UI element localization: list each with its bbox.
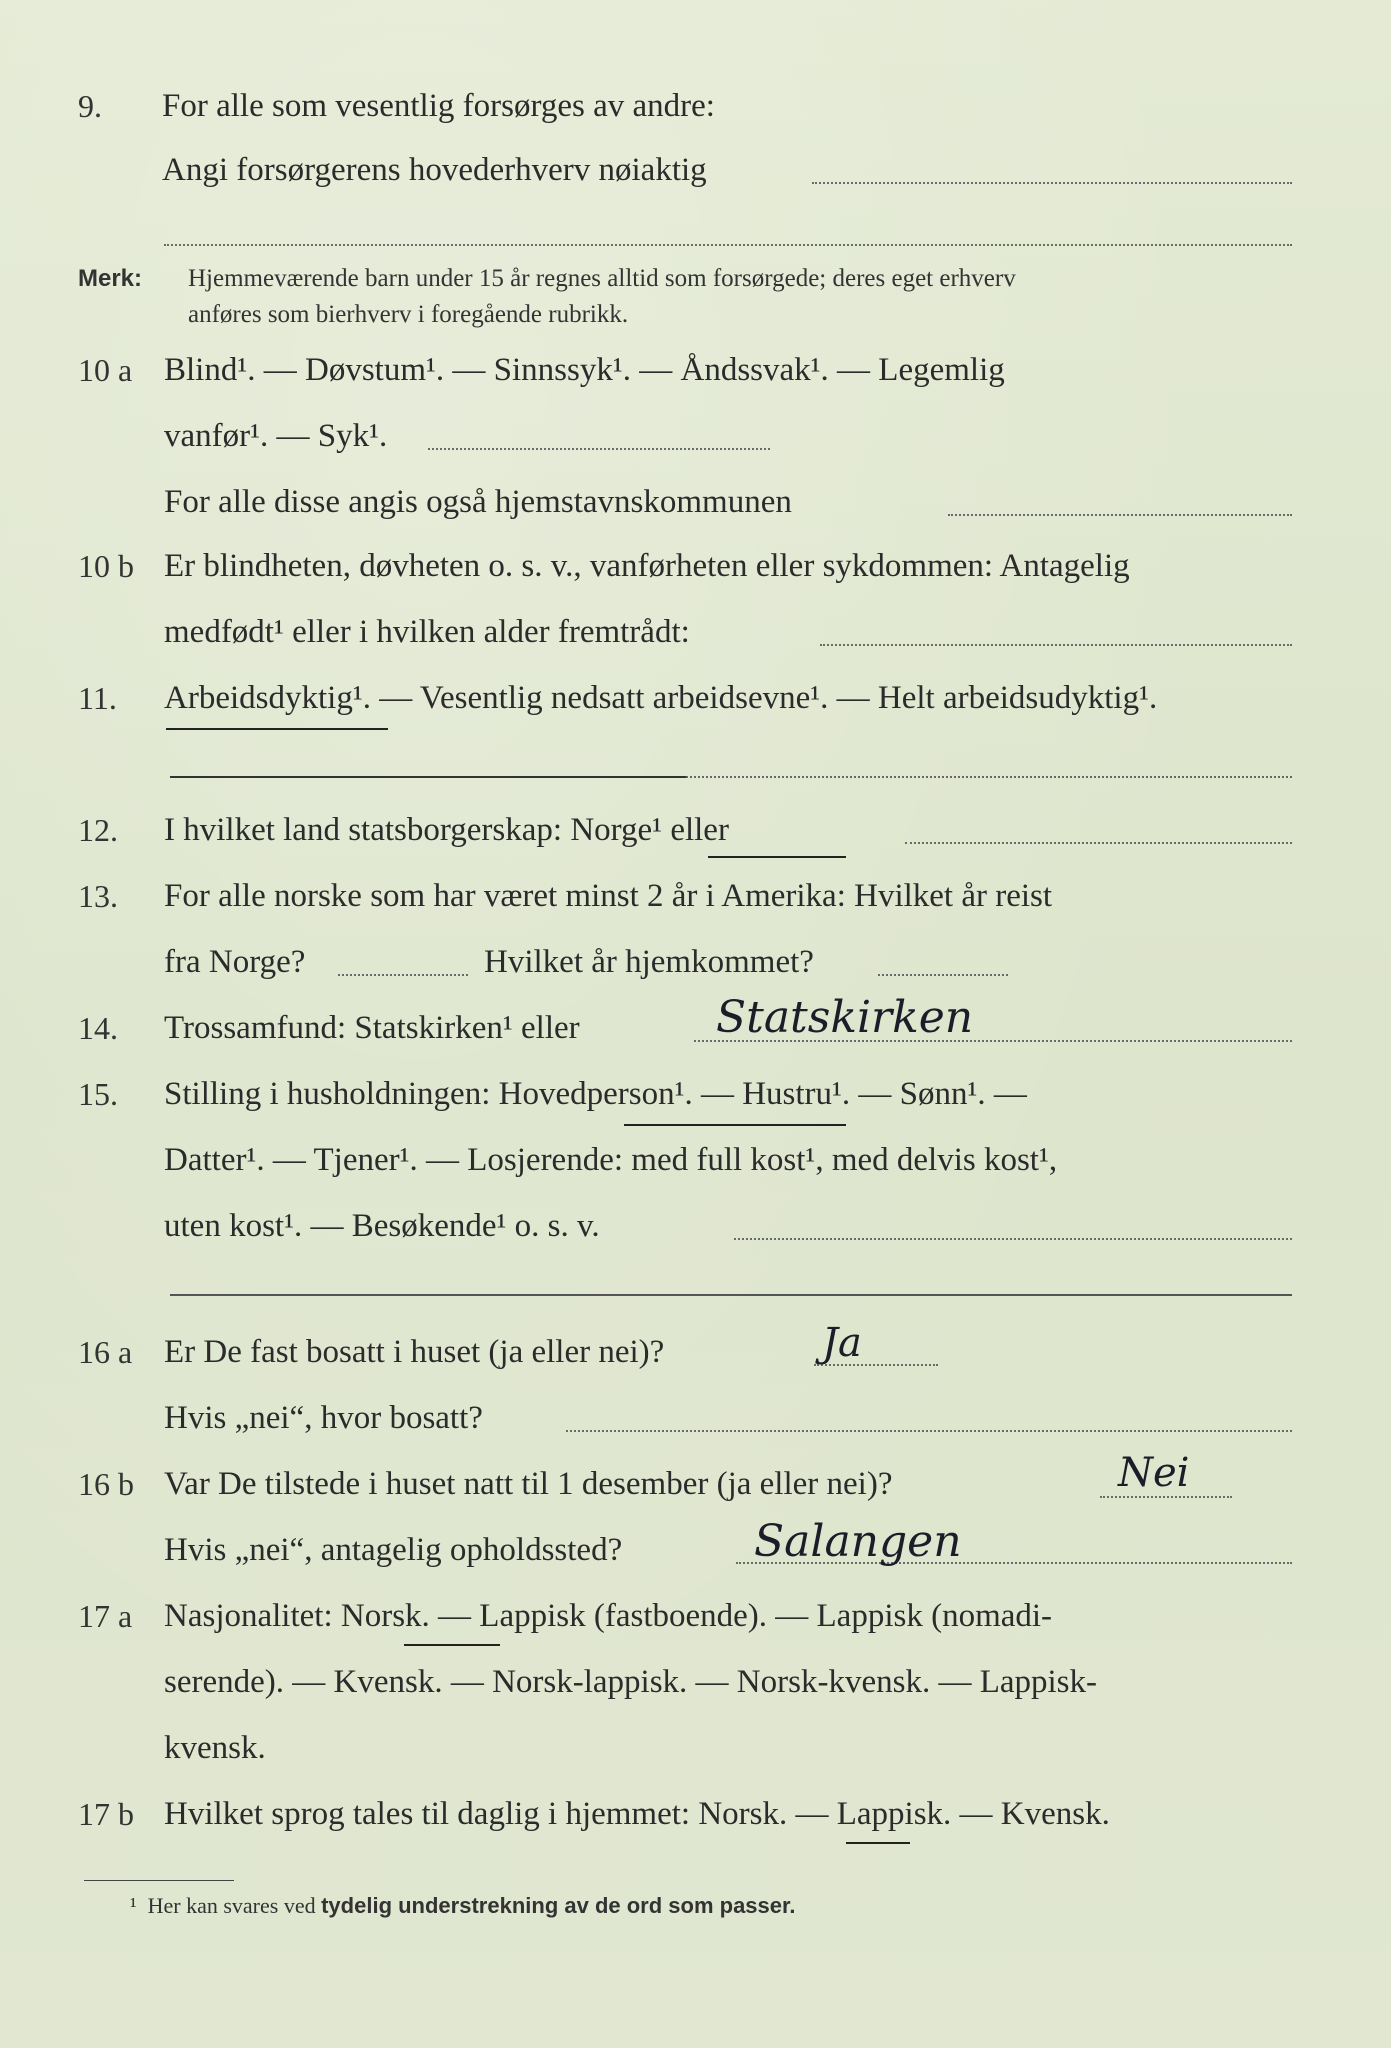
item-text: kvensk. bbox=[164, 1730, 266, 1766]
item-number: 15. bbox=[78, 1076, 118, 1112]
item-17a-line3 bbox=[0, 1730, 1391, 1790]
item-text: medfødt¹ eller i hvilken alder fremtrådt: bbox=[164, 614, 690, 650]
item-text: For alle disse angis også hjemstavnskommunen bbox=[164, 484, 792, 520]
underline-mark bbox=[624, 1124, 846, 1126]
item-10a bbox=[0, 352, 1391, 412]
item-text: Hvis „nei“, hvor bosatt? bbox=[164, 1400, 483, 1436]
underline-mark bbox=[166, 728, 388, 730]
item-9-line2 bbox=[0, 152, 1391, 212]
answer-line[interactable] bbox=[428, 448, 770, 450]
answer-line[interactable] bbox=[566, 1430, 1292, 1432]
answer-line[interactable] bbox=[948, 514, 1292, 516]
item-13 bbox=[0, 878, 1391, 938]
answer-line[interactable] bbox=[338, 974, 468, 976]
item-10a-line3 bbox=[0, 484, 1391, 544]
item-15-line2 bbox=[0, 1142, 1391, 1202]
item-16b bbox=[0, 1450, 1391, 1526]
separator bbox=[686, 776, 1292, 778]
item-text: Er De fast bosatt i huset (ja eller nei)? bbox=[164, 1334, 665, 1370]
underline-mark bbox=[708, 856, 846, 858]
item-number: 10 b bbox=[78, 548, 134, 584]
separator bbox=[170, 1294, 1292, 1296]
item-10b-line2 bbox=[0, 614, 1391, 674]
item-text: uten kost¹. — Besøkende¹ o. s. v. bbox=[164, 1208, 600, 1244]
item-text: serende). — Kvensk. — Norsk-lappisk. — Norsk-kvensk. — Lappisk- bbox=[164, 1664, 1098, 1700]
item-text: For alle norske som har været minst 2 år i Amerika: Hvilket år reist bbox=[164, 878, 1053, 914]
item-number: 10 a bbox=[78, 352, 133, 388]
item-17a bbox=[0, 1598, 1391, 1658]
item-text: Arbeidsdyktig¹. — Vesentlig nedsatt arbeidsevne¹. — Helt arbeidsudyktig¹. bbox=[164, 680, 1158, 716]
item-10a-line2 bbox=[0, 418, 1391, 478]
item-17a-line2 bbox=[0, 1664, 1391, 1724]
item-9 bbox=[0, 88, 1391, 148]
separator bbox=[170, 776, 686, 778]
answer-line[interactable] bbox=[734, 1238, 1292, 1240]
item-number: 9. bbox=[78, 88, 102, 124]
item-text: Er blindheten, døvheten o. s. v., vanførheten eller sykdommen: Antagelig bbox=[164, 548, 1130, 584]
underline-mark bbox=[846, 1842, 910, 1844]
item-10b bbox=[0, 548, 1391, 608]
item-11 bbox=[0, 680, 1391, 740]
note-text: Hjemmeværende barn under 15 år regnes alltid som forsørgede; deres eget erhverv bbox=[188, 265, 1016, 292]
item-number: 11. bbox=[78, 680, 117, 716]
item-16a bbox=[0, 1320, 1391, 1394]
item-text: fra Norge? bbox=[164, 944, 306, 980]
item-text: Nasjonalitet: Norsk. — Lappisk (fastboende). — Lappisk (nomadi- bbox=[164, 1598, 1053, 1634]
item-number: 17 b bbox=[78, 1796, 134, 1832]
item-number: 13. bbox=[78, 878, 118, 914]
item-text: Hvis „nei“, antagelig opholdssted? bbox=[164, 1532, 623, 1568]
item-text: Trossamfund: Statskirken¹ eller bbox=[164, 1010, 580, 1046]
handwritten-answer: Nei bbox=[1118, 1450, 1190, 1496]
item-text: Datter¹. — Tjener¹. — Losjerende: med full kost¹, med delvis kost¹, bbox=[164, 1142, 1058, 1178]
item-text: I hvilket land statsborgerskap: Norge¹ eller bbox=[164, 812, 729, 848]
item-number: 16 a bbox=[78, 1334, 133, 1370]
item-text: For alle som vesentlig forsørges av andre: bbox=[162, 88, 715, 124]
footnote-text: Her kan svares ved bbox=[147, 1893, 316, 1918]
answer-line[interactable] bbox=[812, 182, 1292, 184]
item-text: Blind¹. — Døvstum¹. — Sinnssyk¹. — Åndssvak¹. — Legemlig bbox=[164, 352, 1005, 388]
item-14 bbox=[0, 992, 1391, 1070]
note-label: Merk: bbox=[78, 265, 143, 292]
answer-line[interactable] bbox=[1100, 1496, 1232, 1498]
item-15 bbox=[0, 1076, 1391, 1136]
item-16b-line2 bbox=[0, 1516, 1391, 1592]
item-text: Angi forsørgerens hovederhverv nøiaktig bbox=[162, 152, 707, 188]
item-text: Hvilket år hjemkommet? bbox=[484, 944, 814, 980]
item-17b bbox=[0, 1796, 1391, 1856]
answer-line[interactable] bbox=[820, 644, 1292, 646]
item-text: Stilling i husholdningen: Hovedperson¹. — Hustru¹. — Sønn¹. — bbox=[164, 1076, 1027, 1112]
footnote-bold-text: tydelig understrekning av de ord som passer. bbox=[321, 1893, 796, 1918]
answer-line[interactable] bbox=[878, 974, 1008, 976]
item-text: Var De tilstede i huset natt til 1 desember (ja eller nei)? bbox=[164, 1466, 893, 1502]
item-15-line3 bbox=[0, 1208, 1391, 1268]
item-number: 14. bbox=[78, 1010, 118, 1046]
answer-line[interactable] bbox=[905, 842, 1292, 844]
footnote-mark: ¹ bbox=[130, 1893, 137, 1918]
item-number: 17 a bbox=[78, 1598, 133, 1634]
item-13-line2 bbox=[0, 944, 1391, 1004]
footnote bbox=[130, 1893, 795, 1919]
item-12 bbox=[0, 812, 1391, 872]
note-text: anføres som bierhverv i foregående rubrikk. bbox=[188, 301, 629, 328]
handwritten-answer: Salangen bbox=[754, 1516, 962, 1567]
handwritten-answer: Ja bbox=[822, 1320, 862, 1366]
item-text: vanfør¹. — Syk¹. bbox=[164, 418, 388, 454]
item-number: 12. bbox=[78, 812, 118, 848]
footnote-rule bbox=[84, 1880, 234, 1881]
answer-line[interactable] bbox=[164, 244, 1292, 246]
item-number: 16 b bbox=[78, 1466, 134, 1502]
item-text: Hvilket sprog tales til daglig i hjemmet: Norsk. — Lappisk. — Kvensk. bbox=[164, 1796, 1110, 1832]
underline-mark bbox=[404, 1644, 500, 1646]
handwritten-answer: Statskirken bbox=[716, 992, 974, 1043]
